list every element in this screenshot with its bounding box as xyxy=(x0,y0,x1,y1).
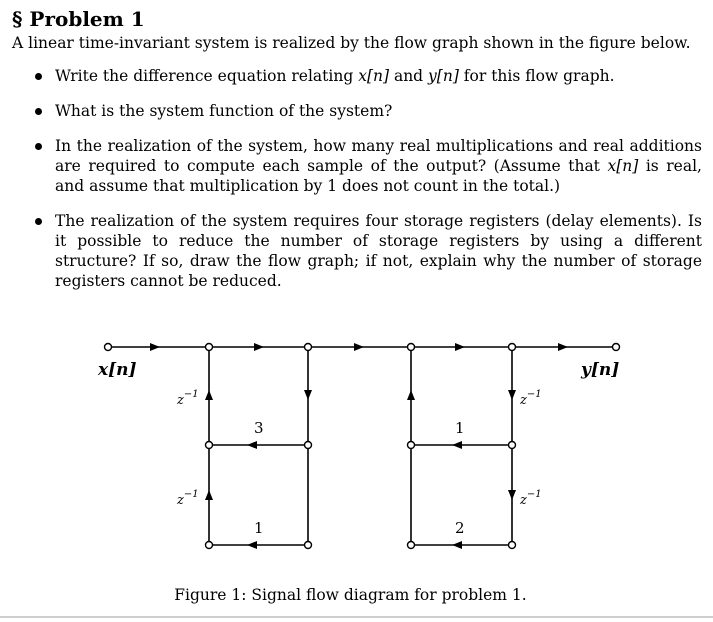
node xyxy=(305,542,312,549)
question-3-x: x[n] xyxy=(607,157,639,175)
bullet-dot xyxy=(35,143,42,150)
arrow-down xyxy=(304,390,312,400)
question-list xyxy=(30,66,702,306)
node xyxy=(206,542,213,549)
arrow-down xyxy=(508,390,516,400)
problem-title: § Problem 1 xyxy=(12,7,145,31)
delay-label: $z^{-1}$ xyxy=(177,489,199,508)
question-1-part: and xyxy=(389,67,429,85)
question-3 xyxy=(30,136,702,196)
node xyxy=(206,344,213,351)
signal-flow-diagram xyxy=(0,318,713,622)
question-2 xyxy=(30,101,702,121)
question-1-text xyxy=(55,66,702,86)
question-4-text: The realization of the system requires four storage registers (delay elements). Is it possible to reduce the number of storage registers by using a different structure? If so, draw the flow graph; if not, explain why the number of storage registers cannot be reduced. xyxy=(55,212,702,290)
bottom-divider xyxy=(0,616,713,618)
question-1-x: x[n] xyxy=(358,67,390,85)
node xyxy=(509,542,516,549)
arrow-left xyxy=(452,441,462,449)
question-1-y: y[n] xyxy=(428,67,459,85)
gain-label-1-right: 1 xyxy=(455,419,465,437)
arrow-down xyxy=(508,490,516,500)
node xyxy=(509,442,516,449)
node xyxy=(408,344,415,351)
arrow-right xyxy=(354,343,364,351)
diagram-labels xyxy=(97,360,619,537)
question-4 xyxy=(30,211,702,291)
problem-intro: A linear time-invariant system is realized by the flow graph shown in the figure below. xyxy=(12,34,691,52)
gain-label-2: 2 xyxy=(455,519,465,537)
arrow-up xyxy=(407,390,415,400)
question-3-part: In the realization of the system, how many real multiplications and real additions are required to compute each sample of the output? (Assume that xyxy=(55,137,702,175)
flow-nodes xyxy=(105,344,620,549)
question-1 xyxy=(30,66,702,86)
bullet-dot xyxy=(35,108,42,115)
delay-label: $z^{-1}$ xyxy=(520,389,542,408)
question-1-part: for this flow graph. xyxy=(458,67,615,85)
figure-caption-text: Figure 1: Signal flow diagram for problem 1. xyxy=(174,586,527,604)
question-2-text: What is the system function of the system? xyxy=(55,102,393,120)
arrow-left xyxy=(247,441,257,449)
delay-label: $z^{-1}$ xyxy=(520,489,542,508)
gain-label-3: 3 xyxy=(254,419,264,437)
delay-label: $z^{-1}$ xyxy=(177,389,199,408)
input-label: x[n] xyxy=(98,360,137,380)
flow-graph-branches xyxy=(108,347,616,545)
arrow-right xyxy=(254,343,264,351)
bullet-dot xyxy=(35,73,42,80)
node xyxy=(408,442,415,449)
node xyxy=(305,442,312,449)
arrow-left xyxy=(247,541,257,549)
arrow-right xyxy=(558,343,568,351)
question-1-part: Write the difference equation relating xyxy=(55,67,359,85)
question-3-part: is real, and assume that multiplication by 1 does not count in the total.) xyxy=(55,157,702,195)
bullet-dot xyxy=(35,218,42,225)
node xyxy=(305,344,312,351)
output-node xyxy=(613,344,620,351)
input-node xyxy=(105,344,112,351)
output-label: y[n] xyxy=(581,360,620,380)
arrow-right xyxy=(150,343,160,351)
question-3-text xyxy=(55,136,702,196)
node xyxy=(408,542,415,549)
node xyxy=(206,442,213,449)
figure-caption xyxy=(0,586,713,604)
arrow-left xyxy=(452,541,462,549)
arrow-up xyxy=(205,490,213,500)
arrow-right xyxy=(455,343,465,351)
gain-label-1-left: 1 xyxy=(254,519,264,537)
arrow-up xyxy=(205,390,213,400)
node xyxy=(509,344,516,351)
